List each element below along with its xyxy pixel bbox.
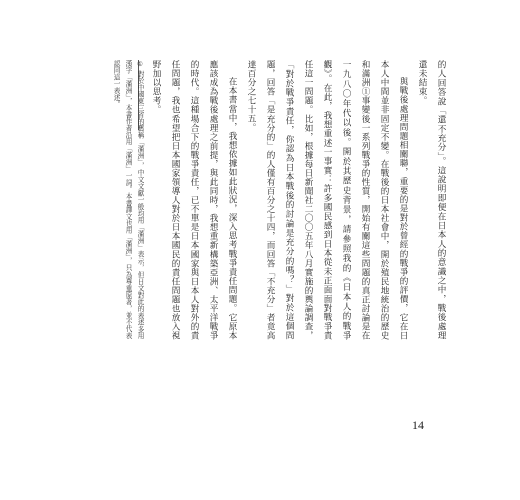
page-number: 14 [412, 418, 424, 432]
paragraph-continued: 的人回答說「還不充分」。這說明即便在日本人的意識之中，戰後處理還未結束。 [417, 60, 446, 340]
body-text [146, 60, 450, 340]
footnote [110, 60, 146, 340]
footnote-text: ① 對於中國東三省的舊稱「滿洲」，中文文獻一般均用「滿洲」表示，但日文對此的表述多用漢字「滿洲」，本書作者沿用「滿洲」一詞。本書譯文也用「滿洲」，只為尊重原著，並不代表認同這一表述。 [112, 60, 144, 340]
paragraph: 與戰後處理問題相關聯，重要的是對於曾經的戰爭的評價，它在日本人中間並非固定不變。在戰後的日本社會中，開於殖民地統治的歷史和滿洲①事變後一系列戰爭的性質，開始有關這些問題的真正討論是在一九八〇年代以後。開於其歷史背景，請參照我的《日本人的戰爭觀》。在此，我想重述一事實：許多國民感到日本從未正面面對戰爭責任這一問題。比如，根據每日新聞社二〇〇五年八月實施的輿論調查，「對於戰爭責任，你認為日本戰後的討論是充分的嗎？」對於這個問題，回答「是充分的」的人僅有百分之十四，而回答「不充分」者竟高達百分之七十五。 [246, 60, 408, 340]
paragraph: 在本書當中，我想依據如此狀況，深入思考戰爭責任問題。它原本應該成為戰後處理之前提，與此同時，我想重新構築亞洲、太平洋戰爭的時代。這種場合下的戰爭責任，已不單是日本國家與日本人對外的責任問題，我也希望把日本國家領導人對於日本國民的責任問題也放入視野加以思考。 [151, 60, 237, 340]
